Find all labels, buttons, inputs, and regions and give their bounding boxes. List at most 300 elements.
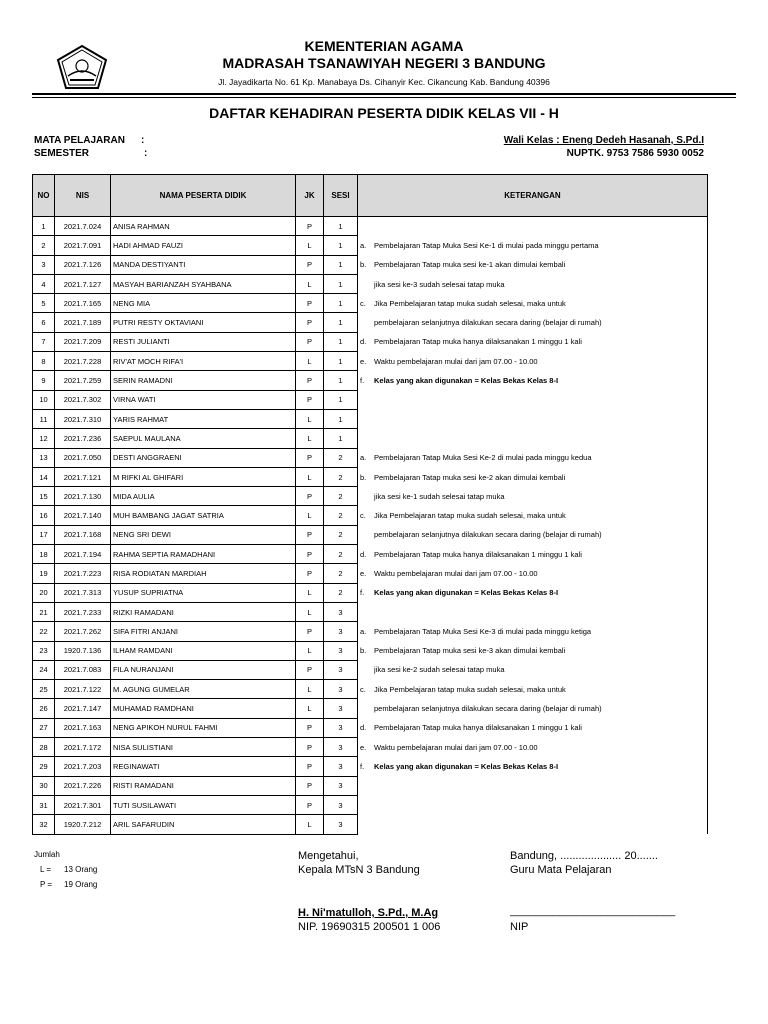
cell-jk: P xyxy=(296,757,324,776)
table-row xyxy=(33,236,708,255)
cell-no: 26 xyxy=(33,699,55,718)
cell-nis: 2021.7.203 xyxy=(55,757,111,776)
cell-jk: L xyxy=(296,506,324,525)
table-row xyxy=(33,255,708,274)
cell-sesi: 1 xyxy=(324,352,358,371)
table-body xyxy=(33,217,708,835)
cell-sesi: 2 xyxy=(324,487,358,506)
cell-no: 10 xyxy=(33,390,55,409)
cell-nama: PUTRI RESTY OKTAVIANI xyxy=(111,313,296,332)
cell-sesi: 3 xyxy=(324,815,358,834)
cell-sesi: 1 xyxy=(324,217,358,236)
cell-sesi: 2 xyxy=(324,545,358,564)
cell-no: 31 xyxy=(33,795,55,814)
cell-jk: P xyxy=(296,776,324,795)
cell-jk: P xyxy=(296,795,324,814)
cell-sesi: 1 xyxy=(324,313,358,332)
keterangan-text: Pembelajaran Tatap muka hanya dilaksanakan 1 minggu 1 kali xyxy=(374,549,582,559)
cell-no: 28 xyxy=(33,738,55,757)
cell-keterangan xyxy=(358,545,708,564)
keterangan-text: Waktu pembelajaran mulai dari jam 07.00 - 10.00 xyxy=(374,568,538,578)
cell-no: 21 xyxy=(33,602,55,621)
cell-sesi: 3 xyxy=(324,795,358,814)
cell-sesi: 2 xyxy=(324,525,358,544)
table-row xyxy=(33,409,708,428)
cell-nis: 2021.7.259 xyxy=(55,371,111,390)
table-row xyxy=(33,680,708,699)
cell-nama: MUH BAMBANG JAGAT SATRIA xyxy=(111,506,296,525)
keterangan-text: jika sesi ke-2 sudah selesai tatap muka xyxy=(374,665,505,675)
cell-nama: ILHAM RAMDANI xyxy=(111,641,296,660)
keterangan-text: Pembelajaran Tatap Muka Sesi Ke-2 di mulai pada minggu kedua xyxy=(374,453,592,463)
keterangan-marker: d. xyxy=(360,723,367,733)
cell-no: 6 xyxy=(33,313,55,332)
cell-jk: L xyxy=(296,699,324,718)
cell-nama: FILA NURANJANI xyxy=(111,660,296,679)
table-row xyxy=(33,699,708,718)
keterangan-text: Pembelajaran Tatap muka hanya dilaksanakan 1 minggu 1 kali xyxy=(374,337,582,347)
cell-nama: NENG SRI DEWI xyxy=(111,525,296,544)
cell-jk: P xyxy=(296,371,324,390)
table-row xyxy=(33,757,708,776)
cell-nis: 2021.7.147 xyxy=(55,699,111,718)
cell-keterangan xyxy=(358,390,708,409)
kepala-nip: NIP. 19690315 200501 1 006 xyxy=(298,921,441,933)
cell-keterangan xyxy=(358,409,708,428)
cell-sesi: 2 xyxy=(324,583,358,602)
keterangan-text: Pembelajaran Tatap muka sesi ke-3 akan dimulai kembali xyxy=(374,646,566,656)
keterangan-text: Pembelajaran Tatap muka hanya dilaksanakan 1 minggu 1 kali xyxy=(374,723,582,733)
keterangan-text: Pembelajaran Tatap Muka Sesi Ke-1 di mulai pada minggu pertama xyxy=(374,240,599,250)
cell-nama: YUSUP SUPRIATNA xyxy=(111,583,296,602)
cell-keterangan xyxy=(358,429,708,448)
cell-keterangan xyxy=(358,564,708,583)
cell-sesi: 3 xyxy=(324,602,358,621)
keterangan-marker: b. xyxy=(360,260,367,270)
cell-sesi: 2 xyxy=(324,506,358,525)
cell-nis: 2021.7.194 xyxy=(55,545,111,564)
keterangan-text: Pembelajaran Tatap muka sesi ke-2 akan dimulai kembali xyxy=(374,472,566,482)
keterangan-text: Jika Pembelajaran tatap muka sudah selesai, maka untuk xyxy=(374,684,566,694)
cell-sesi: 1 xyxy=(324,332,358,351)
cell-jk: P xyxy=(296,622,324,641)
cell-no: 15 xyxy=(33,487,55,506)
keterangan-marker: e. xyxy=(360,742,367,752)
cell-keterangan xyxy=(358,274,708,293)
table-row xyxy=(33,545,708,564)
cell-jk: L xyxy=(296,467,324,486)
cell-no: 25 xyxy=(33,680,55,699)
table-row xyxy=(33,313,708,332)
table-row xyxy=(33,429,708,448)
header-rule-thin xyxy=(32,97,736,98)
cell-jk: P xyxy=(296,487,324,506)
table-row xyxy=(33,815,708,834)
table-row xyxy=(33,622,708,641)
place-date: Bandung, .................... 20....... xyxy=(510,850,658,862)
cell-jk: P xyxy=(296,217,324,236)
cell-nis: 2021.7.209 xyxy=(55,332,111,351)
table-row xyxy=(33,332,708,351)
cell-no: 32 xyxy=(33,815,55,834)
guru-signature-line: ___________________________ xyxy=(510,905,676,917)
cell-no: 8 xyxy=(33,352,55,371)
cell-nama: RISTI RAMADANI xyxy=(111,776,296,795)
keterangan-text: Kelas yang akan digunakan = Kelas Bekas Kelas 8-I xyxy=(374,761,559,771)
cell-nis: 2021.7.262 xyxy=(55,622,111,641)
cell-nama: DESTI ANGGRAENI xyxy=(111,448,296,467)
cell-sesi: 3 xyxy=(324,622,358,641)
cell-no: 20 xyxy=(33,583,55,602)
header-ministry: KEMENTERIAN AGAMA xyxy=(304,38,464,54)
table-header-row xyxy=(33,175,708,217)
cell-nis: 2021.7.310 xyxy=(55,409,111,428)
cell-keterangan xyxy=(358,352,708,371)
keterangan-marker: a. xyxy=(360,240,367,250)
cell-sesi: 3 xyxy=(324,699,358,718)
cell-jk: P xyxy=(296,255,324,274)
cell-nis: 2021.7.168 xyxy=(55,525,111,544)
cell-nis: 2021.7.302 xyxy=(55,390,111,409)
cell-nama: RIV'AT MOCH RIFA'I xyxy=(111,352,296,371)
cell-nama: RIZKI RAMADANI xyxy=(111,602,296,621)
header-address: Jl. Jayadikarta No. 61 Kp. Manabaya Ds. Cihanyir Kec. Cikancung Kab. Bandung 40396 xyxy=(218,77,550,87)
header-school: MADRASAH TSANAWIYAH NEGERI 3 BANDUNG xyxy=(222,55,546,71)
keterangan-text: pembelajaran selanjutnya dilakukan secara daring (belajar di rumah) xyxy=(374,318,602,328)
table-row xyxy=(33,525,708,544)
cell-keterangan xyxy=(358,757,708,776)
keterangan-marker: e. xyxy=(360,356,367,366)
cell-keterangan xyxy=(358,795,708,814)
keterangan-marker: e. xyxy=(360,568,367,578)
cell-nis: 2021.7.024 xyxy=(55,217,111,236)
cell-keterangan xyxy=(358,217,708,236)
cell-nama: ANISA RAHMAN xyxy=(111,217,296,236)
cell-sesi: 1 xyxy=(324,236,358,255)
table-row xyxy=(33,371,708,390)
cell-nama: NENG APIKOH NURUL FAHMI xyxy=(111,718,296,737)
table-row xyxy=(33,274,708,293)
cell-sesi: 2 xyxy=(324,448,358,467)
cell-nama: TUTI SUSILAWATI xyxy=(111,795,296,814)
table-row xyxy=(33,506,708,525)
cell-no: 4 xyxy=(33,274,55,293)
cell-nis: 2021.7.050 xyxy=(55,448,111,467)
cell-jk: L xyxy=(296,680,324,699)
table-row xyxy=(33,795,708,814)
cell-sesi: 2 xyxy=(324,564,358,583)
guru-nip: NIP xyxy=(510,921,529,933)
cell-no: 27 xyxy=(33,718,55,737)
cell-nama: VIRNA WATI xyxy=(111,390,296,409)
col-sesi: SESI xyxy=(324,175,358,217)
jumlah-l-label: L = xyxy=(40,865,52,874)
cell-no: 24 xyxy=(33,660,55,679)
cell-keterangan xyxy=(358,718,708,737)
cell-nis: 2021.7.223 xyxy=(55,564,111,583)
cell-nama: RAHMA SEPTIA RAMADHANI xyxy=(111,545,296,564)
cell-nis: 2021.7.301 xyxy=(55,795,111,814)
cell-no: 12 xyxy=(33,429,55,448)
cell-jk: L xyxy=(296,602,324,621)
cell-no: 16 xyxy=(33,506,55,525)
cell-keterangan xyxy=(358,525,708,544)
cell-no: 7 xyxy=(33,332,55,351)
table-row xyxy=(33,641,708,660)
table-row xyxy=(33,660,708,679)
cell-nama: M RIFKI AL GHIFARI xyxy=(111,467,296,486)
cell-sesi: 3 xyxy=(324,718,358,737)
table-row xyxy=(33,564,708,583)
header-rule-thick xyxy=(32,93,736,95)
cell-nama: SAEPUL MAULANA xyxy=(111,429,296,448)
cell-nis: 2021.7.140 xyxy=(55,506,111,525)
cell-nama: RISA RODIATAN MARDIAH xyxy=(111,564,296,583)
keterangan-marker: a. xyxy=(360,626,367,636)
keterangan-text: Waktu pembelajaran mulai dari jam 07.00 - 10.00 xyxy=(374,742,538,752)
keterangan-marker: f. xyxy=(360,588,365,598)
cell-nama: SERIN RAMADNI xyxy=(111,371,296,390)
cell-keterangan xyxy=(358,738,708,757)
cell-sesi: 3 xyxy=(324,641,358,660)
keterangan-text: Pembelajaran Tatap Muka Sesi Ke-3 di mulai pada minggu ketiga xyxy=(374,626,592,636)
cell-jk: L xyxy=(296,236,324,255)
cell-keterangan xyxy=(358,641,708,660)
cell-keterangan xyxy=(358,467,708,486)
keterangan-marker: b. xyxy=(360,472,367,482)
cell-no: 29 xyxy=(33,757,55,776)
mapel-colon: : xyxy=(141,135,145,146)
keterangan-marker: d. xyxy=(360,549,367,559)
cell-no: 14 xyxy=(33,467,55,486)
cell-jk: P xyxy=(296,313,324,332)
cell-nis: 2021.7.126 xyxy=(55,255,111,274)
attendance-table xyxy=(32,174,708,835)
cell-sesi: 1 xyxy=(324,274,358,293)
col-nis: NIS xyxy=(55,175,111,217)
col-jk: JK xyxy=(296,175,324,217)
keterangan-text: Kelas yang akan digunakan = Kelas Bekas Kelas 8-I xyxy=(374,588,559,598)
cell-no: 23 xyxy=(33,641,55,660)
cell-nis: 2021.7.313 xyxy=(55,583,111,602)
cell-jk: P xyxy=(296,738,324,757)
keterangan-text: jika sesi ke-1 sudah selesai tatap muka xyxy=(374,491,505,501)
keterangan-text: jika sesi ke-3 sudah selesai tatap muka xyxy=(374,279,505,289)
cell-nis: 2021.7.236 xyxy=(55,429,111,448)
table-row xyxy=(33,738,708,757)
cell-keterangan xyxy=(358,371,708,390)
cell-no: 30 xyxy=(33,776,55,795)
cell-nis: 2021.7.091 xyxy=(55,236,111,255)
cell-sesi: 1 xyxy=(324,429,358,448)
cell-keterangan xyxy=(358,255,708,274)
cell-keterangan xyxy=(358,448,708,467)
cell-jk: P xyxy=(296,294,324,313)
cell-nis: 2021.7.228 xyxy=(55,352,111,371)
jumlah-p-value: 19 Orang xyxy=(64,880,98,889)
cell-no: 2 xyxy=(33,236,55,255)
cell-jk: L xyxy=(296,641,324,660)
guru-title: Guru Mata Pelajaran xyxy=(510,864,612,876)
semester-colon: : xyxy=(144,148,148,159)
cell-jk: L xyxy=(296,429,324,448)
nuptk: NUPTK. 9753 7586 5930 0052 xyxy=(566,148,704,159)
cell-jk: P xyxy=(296,660,324,679)
table-row xyxy=(33,294,708,313)
keterangan-marker: f. xyxy=(360,376,365,386)
cell-sesi: 1 xyxy=(324,294,358,313)
cell-nama: SIFA FITRI ANJANI xyxy=(111,622,296,641)
cell-jk: P xyxy=(296,448,324,467)
cell-nis: 2021.7.189 xyxy=(55,313,111,332)
keterangan-marker: c. xyxy=(360,511,366,521)
jumlah-label: Jumlah xyxy=(34,850,60,859)
cell-sesi: 3 xyxy=(324,680,358,699)
cell-no: 9 xyxy=(33,371,55,390)
cell-jk: L xyxy=(296,583,324,602)
cell-nama: HADI AHMAD FAUZI xyxy=(111,236,296,255)
keterangan-text: Kelas yang akan digunakan = Kelas Bekas Kelas 8-I xyxy=(374,376,559,386)
keterangan-text: Pembelajaran Tatap muka sesi ke-1 akan dimulai kembali xyxy=(374,260,566,270)
cell-keterangan xyxy=(358,680,708,699)
cell-keterangan xyxy=(358,583,708,602)
cell-keterangan xyxy=(358,776,708,795)
cell-nama: YARIS RAHMAT xyxy=(111,409,296,428)
mengetahui: Mengetahui, xyxy=(298,850,359,862)
cell-sesi: 1 xyxy=(324,409,358,428)
cell-nama: MASYAH BARIANZAH SYAHBANA xyxy=(111,274,296,293)
table-row xyxy=(33,467,708,486)
cell-sesi: 2 xyxy=(324,467,358,486)
table-row xyxy=(33,217,708,236)
cell-sesi: 3 xyxy=(324,776,358,795)
cell-keterangan xyxy=(358,602,708,621)
cell-jk: P xyxy=(296,332,324,351)
keterangan-marker: c. xyxy=(360,298,366,308)
cell-keterangan xyxy=(358,660,708,679)
cell-nis: 1920.7.136 xyxy=(55,641,111,660)
cell-jk: L xyxy=(296,409,324,428)
cell-keterangan xyxy=(358,506,708,525)
cell-nama: NISA SULISTIANI xyxy=(111,738,296,757)
table-row xyxy=(33,583,708,602)
cell-nis: 2021.7.121 xyxy=(55,467,111,486)
document-title: DAFTAR KEHADIRAN PESERTA DIDIK KELAS VII - H xyxy=(209,105,559,121)
wali-kelas: Wali Kelas : Eneng Dedeh Hasanah, S.Pd.I xyxy=(503,135,704,146)
cell-sesi: 1 xyxy=(324,371,358,390)
jumlah-p-label: P = xyxy=(40,880,53,889)
cell-sesi: 3 xyxy=(324,738,358,757)
cell-nama: RESTI JULIANTI xyxy=(111,332,296,351)
kepala-title: Kepala MTsN 3 Bandung xyxy=(298,864,420,876)
cell-no: 1 xyxy=(33,217,55,236)
keterangan-marker: d. xyxy=(360,337,367,347)
cell-nis: 2021.7.130 xyxy=(55,487,111,506)
cell-nis: 1920.7.212 xyxy=(55,815,111,834)
cell-keterangan xyxy=(358,294,708,313)
cell-no: 11 xyxy=(33,409,55,428)
cell-jk: P xyxy=(296,564,324,583)
cell-keterangan xyxy=(358,487,708,506)
table-row xyxy=(33,448,708,467)
cell-keterangan xyxy=(358,815,708,834)
keterangan-text: Jika Pembelajaran tatap muka sudah selesai, maka untuk xyxy=(374,511,566,521)
cell-nis: 2021.7.122 xyxy=(55,680,111,699)
keterangan-text: Waktu pembelajaran mulai dari jam 07.00 - 10.00 xyxy=(374,356,538,366)
cell-keterangan xyxy=(358,699,708,718)
cell-nama: ARIL SAFARUDIN xyxy=(111,815,296,834)
kepala-name: H. Ni'matulloh, S.Pd., M.Ag xyxy=(298,907,439,919)
cell-jk: L xyxy=(296,274,324,293)
cell-nis: 2021.7.172 xyxy=(55,738,111,757)
keterangan-text: pembelajaran selanjutnya dilakukan secara daring (belajar di rumah) xyxy=(374,704,602,714)
cell-sesi: 3 xyxy=(324,757,358,776)
cell-sesi: 3 xyxy=(324,660,358,679)
mapel-label: MATA PELAJARAN xyxy=(34,135,125,146)
keterangan-marker: a. xyxy=(360,453,367,463)
cell-no: 17 xyxy=(33,525,55,544)
cell-nis: 2021.7.127 xyxy=(55,274,111,293)
table-row xyxy=(33,718,708,737)
cell-nama: MANDA DESTIYANTI xyxy=(111,255,296,274)
cell-no: 22 xyxy=(33,622,55,641)
cell-nis: 2021.7.163 xyxy=(55,718,111,737)
cell-jk: L xyxy=(296,352,324,371)
cell-keterangan xyxy=(358,236,708,255)
keterangan-marker: b. xyxy=(360,646,367,656)
cell-nama: REGINAWATI xyxy=(111,757,296,776)
cell-sesi: 1 xyxy=(324,255,358,274)
cell-sesi: 1 xyxy=(324,390,358,409)
cell-no: 18 xyxy=(33,545,55,564)
cell-jk: P xyxy=(296,718,324,737)
cell-nis: 2021.7.233 xyxy=(55,602,111,621)
col-no: NO xyxy=(33,175,55,217)
cell-no: 5 xyxy=(33,294,55,313)
table-row xyxy=(33,776,708,795)
cell-no: 19 xyxy=(33,564,55,583)
cell-nama: MUHAMAD RAMDHANI xyxy=(111,699,296,718)
table-row xyxy=(33,352,708,371)
keterangan-text: pembelajaran selanjutnya dilakukan secara daring (belajar di rumah) xyxy=(374,530,602,540)
table-row xyxy=(33,602,708,621)
table-row xyxy=(33,487,708,506)
cell-jk: P xyxy=(296,545,324,564)
cell-keterangan xyxy=(358,313,708,332)
cell-jk: P xyxy=(296,390,324,409)
cell-nama: NENG MIA xyxy=(111,294,296,313)
semester-label: SEMESTER xyxy=(34,148,90,159)
col-keterangan: KETERANGAN xyxy=(358,175,708,217)
keterangan-marker: c. xyxy=(360,684,366,694)
cell-jk: P xyxy=(296,525,324,544)
cell-no: 13 xyxy=(33,448,55,467)
cell-keterangan xyxy=(358,622,708,641)
cell-nis: 2021.7.226 xyxy=(55,776,111,795)
cell-jk: L xyxy=(296,815,324,834)
col-nama: NAMA PESERTA DIDIK xyxy=(111,175,296,217)
cell-keterangan xyxy=(358,332,708,351)
cell-nama: MIDA AULIA xyxy=(111,487,296,506)
cell-nis: 2021.7.165 xyxy=(55,294,111,313)
jumlah-l-value: 13 Orang xyxy=(64,865,98,874)
cell-nama: M. AGUNG GUMELAR xyxy=(111,680,296,699)
keterangan-text: Jika Pembelajaran tatap muka sudah selesai, maka untuk xyxy=(374,298,566,308)
cell-nis: 2021.7.083 xyxy=(55,660,111,679)
keterangan-marker: f. xyxy=(360,761,365,771)
cell-no: 3 xyxy=(33,255,55,274)
table-row xyxy=(33,390,708,409)
